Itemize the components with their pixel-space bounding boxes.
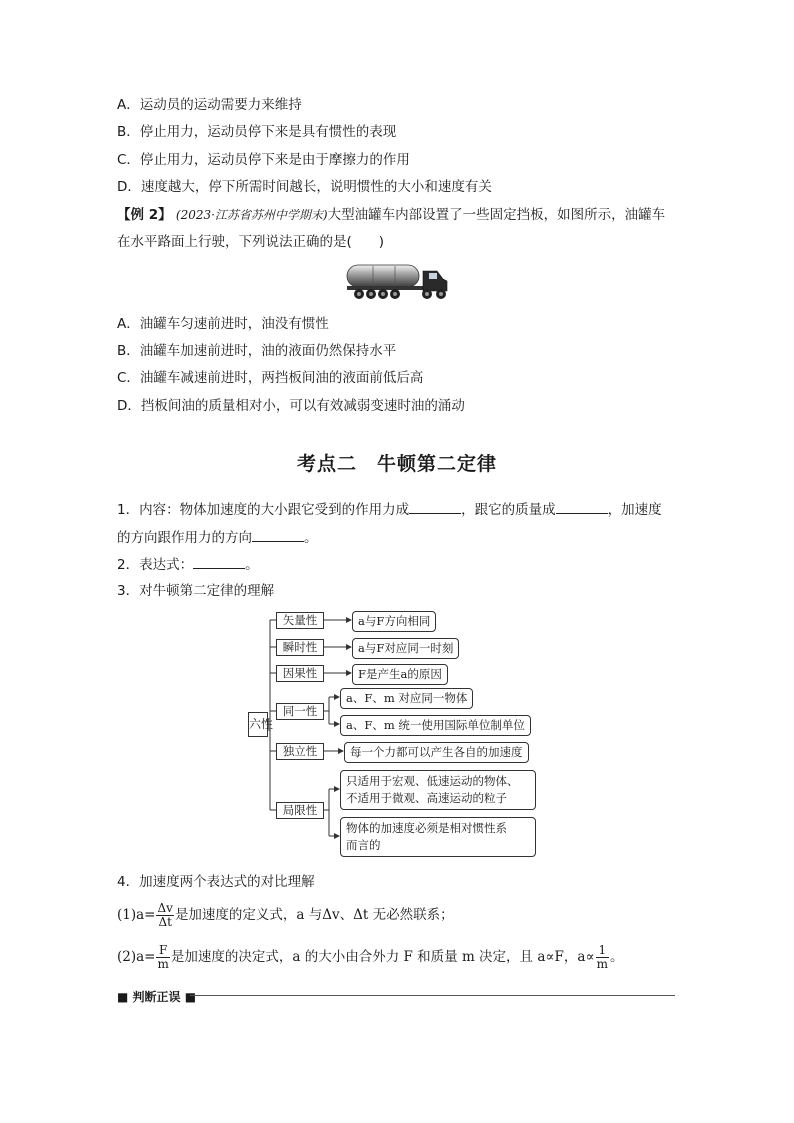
point-1-text-a: 1．内容：物体加速度的大小跟它受到的作用力成: [117, 502, 410, 518]
formula-1-prefix: (1)a=: [117, 907, 156, 923]
option-d: D．速度越大，停下所需时间越长，说明惯性的大小和速度有关: [117, 179, 492, 195]
option-b-2: B．油罐车加速前进时，油的液面仍然保持水平: [117, 343, 397, 359]
option-b: B．停止用力，运动员停下来是具有惯性的表现: [117, 124, 397, 140]
desc-causal: F是产生a的原因: [352, 664, 448, 685]
label-instant: 瞬时性: [276, 639, 324, 656]
judge-section-label: ■ 判断正误 ■: [117, 990, 197, 1004]
option-d-2: D．挡板间油的质量相对小，可以有效减弱变速时油的涌动: [117, 398, 465, 414]
desc-identity-2: a、F、m 统一使用国际单位制单位: [340, 715, 531, 736]
point-3: 3．对牛顿第二定律的理解: [117, 583, 275, 599]
formula-1-den: Δt: [158, 915, 172, 929]
example-2-line2: 在水平路面上行驶，下列说法正确的是( ): [117, 234, 385, 250]
desc-identity-1: a、F、m 对应同一物体: [340, 688, 473, 709]
judge-divider: [190, 995, 675, 996]
point-4: 4．加速度两个表达式的对比理解: [117, 874, 315, 890]
point-1-text-e: 。: [304, 530, 318, 546]
example-tag: 【例 2】: [117, 207, 172, 223]
point-2-text-b: 。: [245, 557, 259, 573]
section-title: 考点二 牛顿第二定律: [296, 453, 497, 475]
formula-2: [117, 944, 623, 971]
desc-instant: a与F对应同一时刻: [352, 638, 459, 659]
formula-1: [117, 902, 454, 929]
point-1-text-d: 的方向跟作用力的方向: [117, 530, 252, 546]
formula-2-num: F: [156, 944, 169, 958]
desc-independence: 每一个力都可以产生各自的加速度: [344, 742, 529, 763]
formula-2-fraction-2: [596, 944, 609, 971]
diagram-root-box: 六性: [248, 712, 268, 737]
desc-vector: a与F方向相同: [352, 611, 436, 632]
formula-2-num2: 1: [596, 944, 609, 958]
label-identity: 同一性: [276, 703, 324, 720]
option-c-2: C．油罐车减速前进时，两挡板间油的液面前低后高: [117, 370, 424, 386]
formula-2-fraction: [156, 944, 169, 971]
formula-2-end: 。: [609, 949, 624, 965]
label-limitation: 局限性: [276, 802, 324, 819]
label-vector: 矢量性: [276, 612, 324, 629]
desc-limitation-1: 只适用于宏观、低速运动的物体、 不适用于微观、高速运动的粒子: [340, 770, 536, 810]
point-1-text-b: ，跟它的质量成: [461, 502, 556, 518]
label-causal: 因果性: [276, 665, 324, 682]
formula-1-fraction: [156, 902, 173, 929]
example-text1: 大型油罐车内部设置了一些固定挡板，如图所示，油罐车: [327, 207, 666, 223]
point-2-text-a: 2．表达式：: [117, 557, 194, 573]
option-a: A．运动员的运动需要力来维持: [117, 97, 302, 113]
formula-2-prefix: (2)a=: [117, 949, 156, 965]
formula-1-num: Δv: [157, 901, 173, 915]
point-1-text-c: ，加速度: [607, 502, 662, 518]
label-independence: 独立性: [276, 743, 324, 760]
example-source: (2023·江苏省苏州中学期末): [175, 208, 328, 222]
formula-2-den: m: [157, 957, 169, 971]
option-a-2: A．油罐车匀速前进时，油没有惯性: [117, 316, 329, 332]
formula-2-text: 是加速度的决定式，a 的大小由合外力 F 和质量 m 决定，且 a∝F，a∝: [170, 949, 595, 965]
formula-1-text: 是加速度的定义式，a 与Δv、Δt 无必然联系；: [174, 907, 454, 923]
option-c: C．停止用力，运动员停下来是由于摩擦力的作用: [117, 152, 410, 168]
desc-limitation-2: 物体的加速度必须是相对惯性系 而言的: [340, 817, 536, 857]
formula-2-den2: m: [596, 957, 608, 971]
